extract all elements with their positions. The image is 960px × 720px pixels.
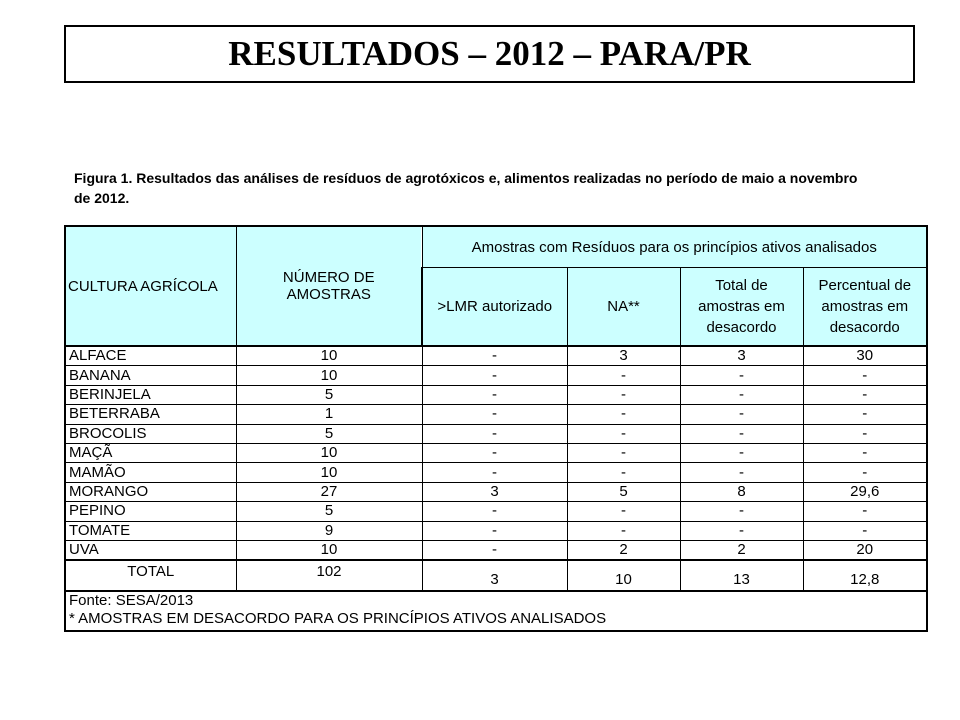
cell-total: -: [680, 405, 803, 424]
cell-lmr: -: [422, 366, 567, 385]
cell-total: 3: [680, 346, 803, 366]
cell-na: -: [567, 443, 680, 462]
table-row: [65, 405, 927, 424]
cell-pct: -: [803, 424, 927, 443]
total-label: TOTAL: [65, 560, 236, 591]
table-row: [65, 443, 927, 462]
cell-pct: 30: [803, 346, 927, 366]
cell-lmr: -: [422, 540, 567, 560]
cell-lmr: 3: [422, 482, 567, 501]
footer-note: * AMOSTRAS EM DESACORDO PARA OS PRINCÍPIOS ATIVOS ANALISADOS: [69, 610, 607, 628]
title-box: [64, 25, 915, 83]
cell-cultura: BERINJELA: [65, 385, 236, 404]
total-na: 10: [567, 560, 680, 591]
cell-lmr: -: [422, 424, 567, 443]
cell-na: -: [567, 405, 680, 424]
header-pct-line2: amostras em: [821, 298, 909, 315]
cell-na: 2: [567, 540, 680, 560]
page-title: RESULTADOS – 2012 – PARA/PR: [228, 34, 751, 73]
cell-numero: 9: [236, 521, 422, 540]
cell-total: -: [680, 463, 803, 482]
cell-numero: 5: [236, 502, 422, 521]
total-total: 13: [680, 560, 803, 591]
header-total-line3: desacordo: [706, 319, 777, 336]
cell-na: -: [567, 521, 680, 540]
cell-numero: 10: [236, 346, 422, 366]
table-row: [65, 366, 927, 385]
header-total: [680, 268, 803, 347]
cell-pct: -: [803, 405, 927, 424]
cell-pct: 29,6: [803, 482, 927, 501]
cell-lmr: -: [422, 502, 567, 521]
table-row: [65, 482, 927, 501]
cell-total: -: [680, 366, 803, 385]
header-na: NA**: [567, 268, 680, 347]
cell-numero: 5: [236, 424, 422, 443]
cell-cultura: MAMÃO: [65, 463, 236, 482]
cell-lmr: -: [422, 385, 567, 404]
total-lmr: 3: [422, 560, 567, 591]
cell-pct: -: [803, 385, 927, 404]
header-row-top: [65, 226, 927, 268]
header-total-line2: amostras em: [698, 298, 785, 315]
cell-na: -: [567, 502, 680, 521]
table-row: [65, 424, 927, 443]
cell-numero: 1: [236, 405, 422, 424]
table-row: [65, 521, 927, 540]
header-numero: [236, 226, 422, 346]
cell-total: -: [680, 424, 803, 443]
cell-total: -: [680, 385, 803, 404]
table-row: [65, 346, 927, 366]
cell-total: -: [680, 443, 803, 462]
cell-numero: 5: [236, 385, 422, 404]
cell-total: 2: [680, 540, 803, 560]
figure-caption: Figura 1. Resultados das análises de resíduos de agrotóxicos e, alimentos realizadas no período de maio a novembro de 2012.: [74, 170, 858, 206]
header-total-line1: Total de: [715, 277, 768, 294]
cell-lmr: -: [422, 346, 567, 366]
header-group-label: Amostras com Resíduos para os princípios ativos analisados: [422, 226, 927, 268]
cell-cultura: BANANA: [65, 366, 236, 385]
cell-na: 5: [567, 482, 680, 501]
cell-pct: -: [803, 502, 927, 521]
total-pct: 12,8: [803, 560, 927, 591]
table-row: [65, 540, 927, 560]
cell-na: 3: [567, 346, 680, 366]
results-table: [64, 225, 928, 632]
cell-lmr: -: [422, 405, 567, 424]
cell-numero: 10: [236, 366, 422, 385]
cell-numero: 10: [236, 443, 422, 462]
footer-row: [65, 591, 927, 631]
cell-total: -: [680, 521, 803, 540]
cell-cultura: ALFACE: [65, 346, 236, 366]
cell-na: -: [567, 385, 680, 404]
cell-lmr: -: [422, 463, 567, 482]
header-pct: [803, 268, 927, 347]
cell-lmr: -: [422, 521, 567, 540]
cell-cultura: TOMATE: [65, 521, 236, 540]
cell-cultura: BETERRABA: [65, 405, 236, 424]
cell-pct: -: [803, 521, 927, 540]
cell-numero: 10: [236, 540, 422, 560]
table-row: [65, 385, 927, 404]
cell-total: 8: [680, 482, 803, 501]
table-row: [65, 463, 927, 482]
total-numero: 102: [236, 560, 422, 591]
cell-na: -: [567, 463, 680, 482]
table-row: [65, 502, 927, 521]
cell-cultura: MORANGO: [65, 482, 236, 501]
cell-total: -: [680, 502, 803, 521]
cell-numero: 10: [236, 463, 422, 482]
cell-pct: -: [803, 443, 927, 462]
cell-na: -: [567, 424, 680, 443]
header-cultura: CULTURA AGRÍCOLA: [65, 226, 236, 346]
header-pct-line1: Percentual de: [818, 277, 912, 294]
cell-na: -: [567, 366, 680, 385]
cell-pct: -: [803, 463, 927, 482]
header-pct-line3: desacordo: [829, 319, 900, 336]
cell-numero: 27: [236, 482, 422, 501]
total-row: [65, 560, 927, 591]
cell-pct: 20: [803, 540, 927, 560]
footer-cell: [65, 591, 927, 631]
footer-source: Fonte: SESA/2013: [69, 592, 194, 610]
cell-pct: -: [803, 366, 927, 385]
cell-cultura: MAÇÃ: [65, 443, 236, 462]
cell-cultura: BROCOLIS: [65, 424, 236, 443]
cell-lmr: -: [422, 443, 567, 462]
cell-cultura: PEPINO: [65, 502, 236, 521]
cell-cultura: UVA: [65, 540, 236, 560]
header-numero-line1: NÚMERO DE: [282, 269, 375, 286]
header-numero-line2: AMOSTRAS: [286, 286, 371, 303]
header-lmr: >LMR autorizado: [422, 268, 567, 347]
